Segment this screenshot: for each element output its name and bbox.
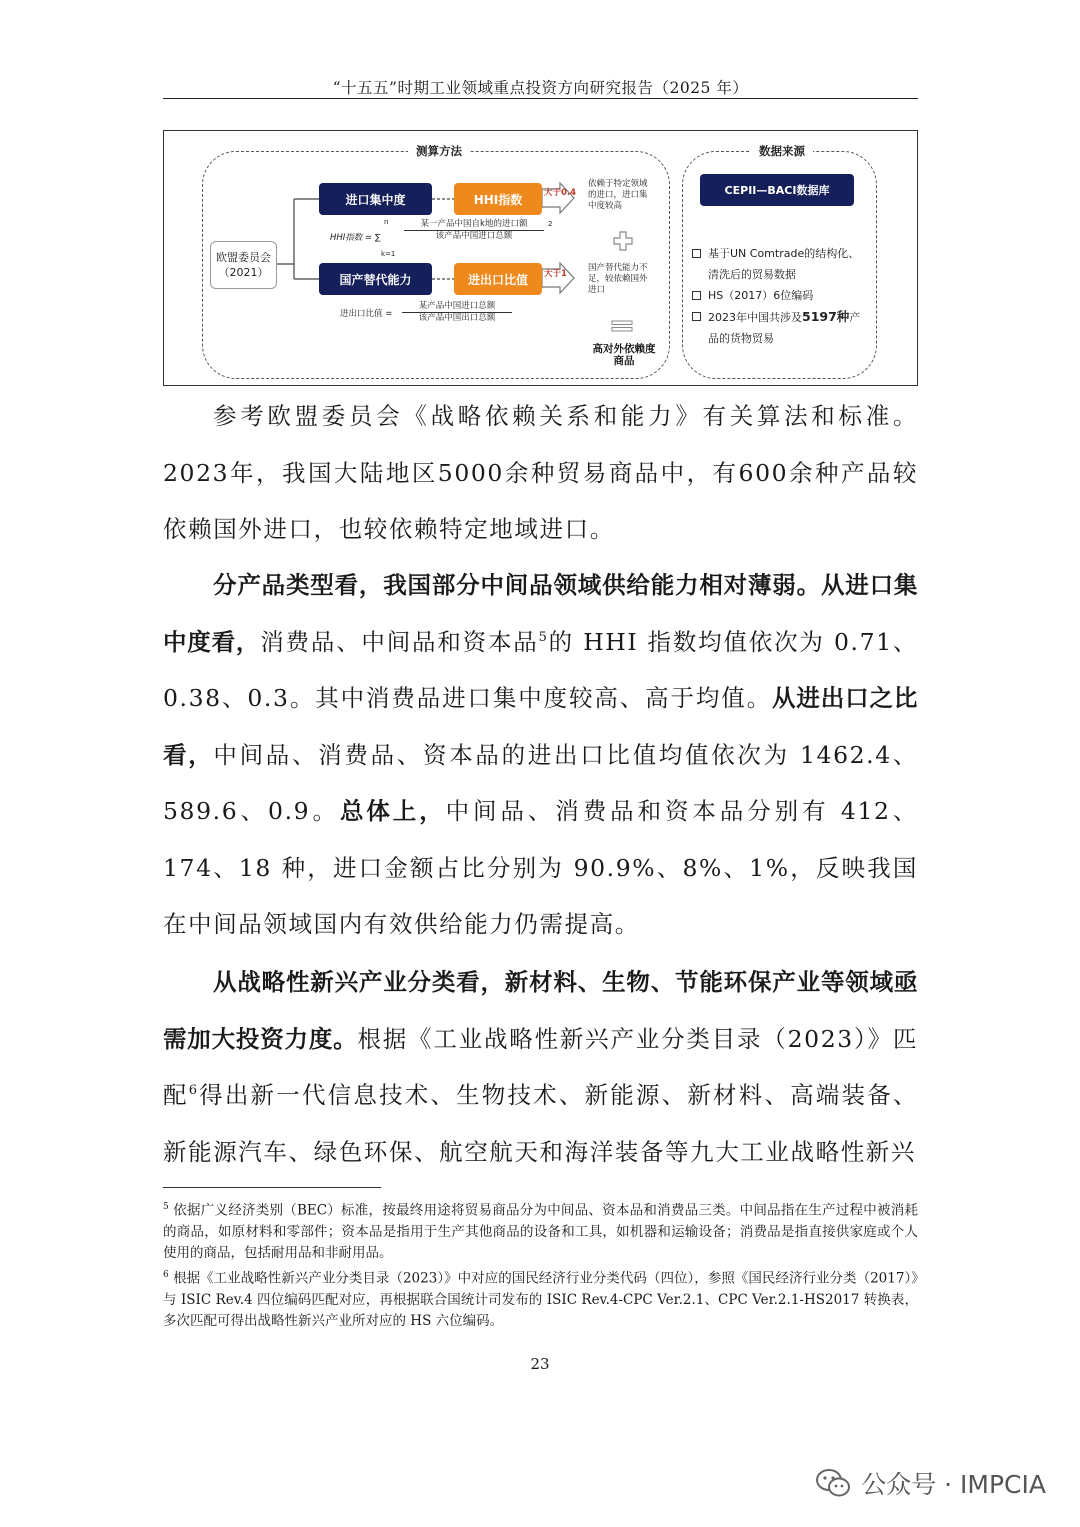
para2-bold-2: 从进出口之比看， [163, 684, 918, 769]
para3-lead-bold: 从战略性新兴产业分类看，新材料、生物、节能环保产业等领域亟需加大投资力度。 [163, 968, 918, 1053]
hhi-sum-bottom: k=1 [381, 250, 396, 258]
hhi-formula-lhs: HHI指数 = ∑ [330, 233, 381, 243]
paragraph-2: 分产品类型看，我国部分中间品领域供给能力相对薄弱。从进口集中度看，消费品、中间品和资本品$^5$的 HHI 指数均值依次为 0.71、0.38、0.3。其中消费品进口集中度较高、高于均值。从进出口之比看，中间品、消费品、资本品的进出口比值均值依次为 1462.4、589.6、0.9。总体上，中间品、消费品和资本品分别有 412、174、18 种，进口金额占比分别为 90.9%、8%、1%，反映我国在中间品领域国内有效供给能力仍需提高。 [163, 571, 918, 938]
source-item-cont: 品的货物贸易 [708, 332, 774, 345]
ratio-formula-fraction: 某产品中国进口总额 该产品中国出口总额 [402, 301, 512, 324]
ratio-threshold: 大于1 [544, 269, 567, 279]
ratio-formula-lhs: 进出口比值 = [340, 309, 393, 319]
footnote-ref-6[interactable]: 6 [188, 1083, 199, 1099]
hhi-note: 依赖于特定领域 的进口，进口集 中度较高 [588, 179, 648, 211]
paragraph-1: 参考欧盟委员会《战略依赖关系和能力》有关算法和标准。2023年，我国大陆地区5000余种贸易商品中，有600余种产品较依赖国外进口，也较依赖特定地域进口。 [163, 402, 918, 543]
source-item: 基于UN Comtrade的结构化、 [692, 243, 872, 264]
ratio-box: 进出口比值 [454, 263, 542, 295]
paragraph-3: 从战略性新兴产业分类看，新材料、生物、节能环保产业等领域亟需加大投资力度。根据《工业战略性新兴产业分类目录（2023）》匹配$^6$得出新一代信息技术、生物技术、新能源、新材料、高端装备、新能源汽车、绿色环保、航空航天和海洋装备等九大工业战略性新兴 [163, 968, 918, 1166]
plus-icon [613, 231, 633, 251]
watermark [815, 1465, 1046, 1501]
org-name: 欧盟委员会 [216, 251, 271, 264]
para2-lead-bold: 分产品类型看，我国部分中间品领域供给能力相对薄弱。从进口集中度看， [163, 571, 918, 656]
method-panel-title: 测算方法 [408, 143, 470, 159]
source-list [692, 243, 872, 349]
footnote-6: $^6$ 根据《工业战略性新兴产业分类目录（2023）》中对应的国民经济行业分类代码（四位），参照《国民经济行业分类（2017）》与 ISIC Rev.4 四位编码匹配对应，再根据联合国统计司发布的 ISIC Rev.4-CPC Ver.2.1、CPC Ver.2.1-HS2017 转换表，多次匹配可得出战略性新兴产业所对应的 HS 六位编码。 [163, 1269, 919, 1330]
footnote-rule [163, 1187, 381, 1188]
org-box [210, 241, 277, 289]
equals-icon [611, 320, 633, 332]
running-header: “十五五”时期工业领域重点投资方向研究报告（2025 年） [332, 79, 749, 97]
page-number: 23 [530, 1355, 550, 1373]
import-concentration-box: 进口集中度 [319, 183, 432, 215]
substitution-box: 国产替代能力 [319, 263, 432, 295]
result-label: 高对外依赖度 商品 [592, 343, 656, 367]
footnotes [163, 1197, 918, 1332]
source-item: 2023年中国共涉及5197种产 [692, 306, 872, 328]
source-item-cont: 清洗后的贸易数据 [708, 268, 796, 281]
database-box: CEPII—BACI数据库 [700, 174, 854, 206]
footnote-5: $^5$ 依据广义经济类别（BEC）标准，按最终用途将贸易商品分为中间品、资本品和消费品三类。中间品指在生产过程中被消耗的商品，如原材料和零部件；资本品是指用于生产其他商品的设备和工具，如机器和运输设备；消费品是指直接供家庭或个人使用的商品，包括耐用品和非耐用品。 [163, 1202, 919, 1262]
source-item: HS（2017）6位编码 [692, 285, 872, 306]
hhi-formula-fraction: 某一产品中国自k地的进口额 该产品中国进口总额 [404, 219, 544, 242]
wechat-icon [815, 1468, 851, 1498]
org-year: （2021） [218, 266, 269, 279]
hhi-sum-top: n [384, 218, 389, 226]
hhi-box: HHI指数 [454, 183, 542, 215]
ratio-note: 国产替代能力不 足，较依赖国外 进口 [588, 263, 648, 295]
source-panel-title: 数据来源 [751, 143, 813, 159]
header-rule [163, 98, 918, 99]
hhi-formula-exponent: 2 [548, 220, 553, 228]
hhi-threshold: 大于0.4 [544, 188, 577, 198]
para2-bold-3: 总体上， [339, 797, 446, 825]
watermark-text: 公众号 · IMPCIA [861, 1470, 1046, 1499]
footnote-ref-5[interactable]: 5 [538, 629, 549, 645]
methodology-figure [163, 130, 918, 386]
